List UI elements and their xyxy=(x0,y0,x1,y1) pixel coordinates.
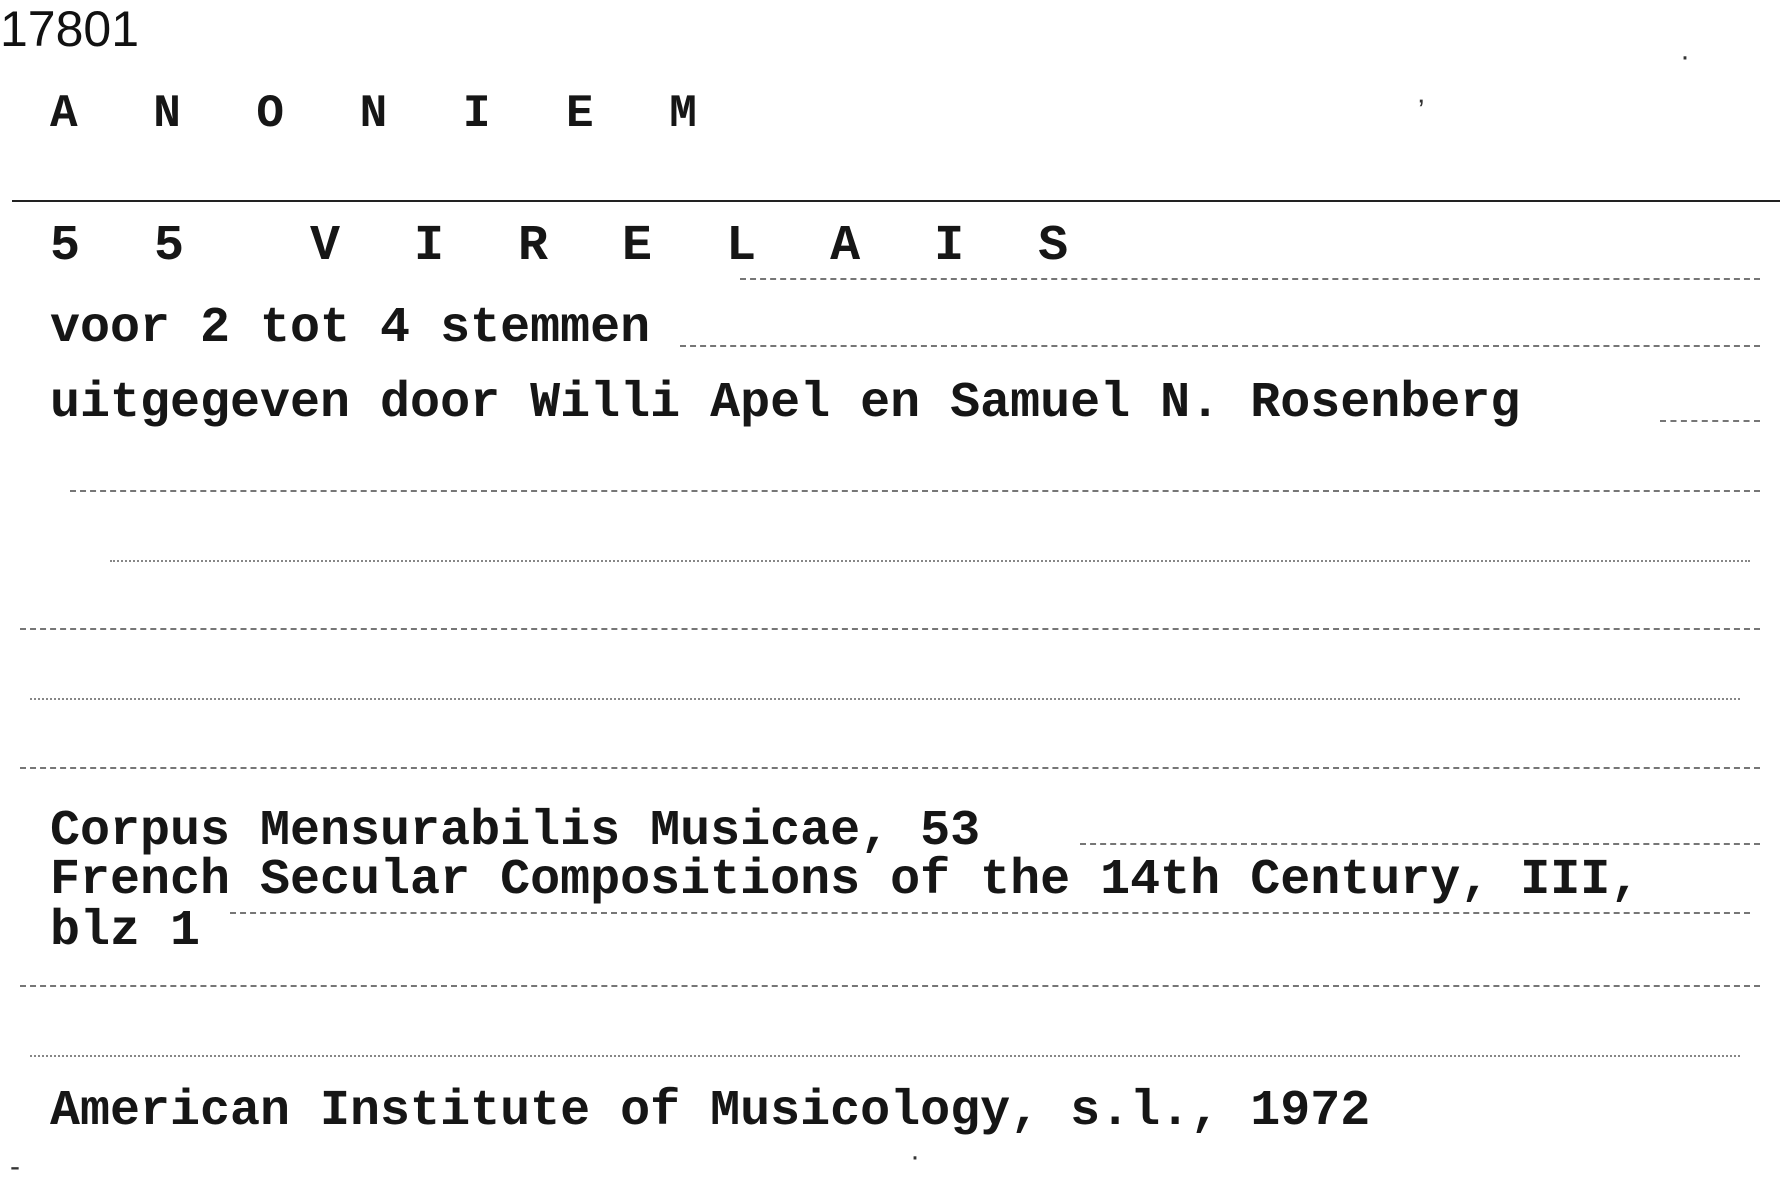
ruled-line xyxy=(1660,420,1760,422)
ruled-line xyxy=(740,278,1760,280)
ruled-line xyxy=(30,698,1740,700)
card-number: 17801 xyxy=(0,1,140,57)
series-line-2: French Secular Compositions of the 14th Century, III, xyxy=(50,852,1641,909)
corner-mark: · xyxy=(1680,40,1690,73)
voices-line: voor 2 tot 4 stemmen xyxy=(50,300,651,357)
edge-mark: - xyxy=(10,1150,20,1183)
header-rule xyxy=(12,200,1780,202)
series-line-1: Corpus Mensurabilis Musicae, 53 xyxy=(50,803,981,860)
ruled-line xyxy=(70,490,1760,492)
ruled-line xyxy=(20,767,1760,769)
series-line-3: blz 1 xyxy=(50,903,201,960)
work-title: 5 5 V I R E L A I S xyxy=(50,218,1091,275)
ruled-line xyxy=(680,345,1760,347)
ruled-line xyxy=(20,985,1760,987)
author-heading: A N O N I E M xyxy=(50,88,721,140)
editors-line: uitgegeven door Willi Apel en Samuel N. Rosenberg xyxy=(50,375,1521,432)
ruled-line xyxy=(20,628,1760,630)
ruled-line xyxy=(1080,843,1760,845)
imprint-line: American Institute of Musicology, s.l., 1972 xyxy=(50,1083,1371,1140)
ruled-line xyxy=(110,560,1750,562)
ruled-line xyxy=(30,1055,1740,1057)
corner-mark: ʼ xyxy=(1418,95,1425,128)
ruled-line xyxy=(230,912,1750,914)
edge-mark: · xyxy=(910,1140,920,1173)
